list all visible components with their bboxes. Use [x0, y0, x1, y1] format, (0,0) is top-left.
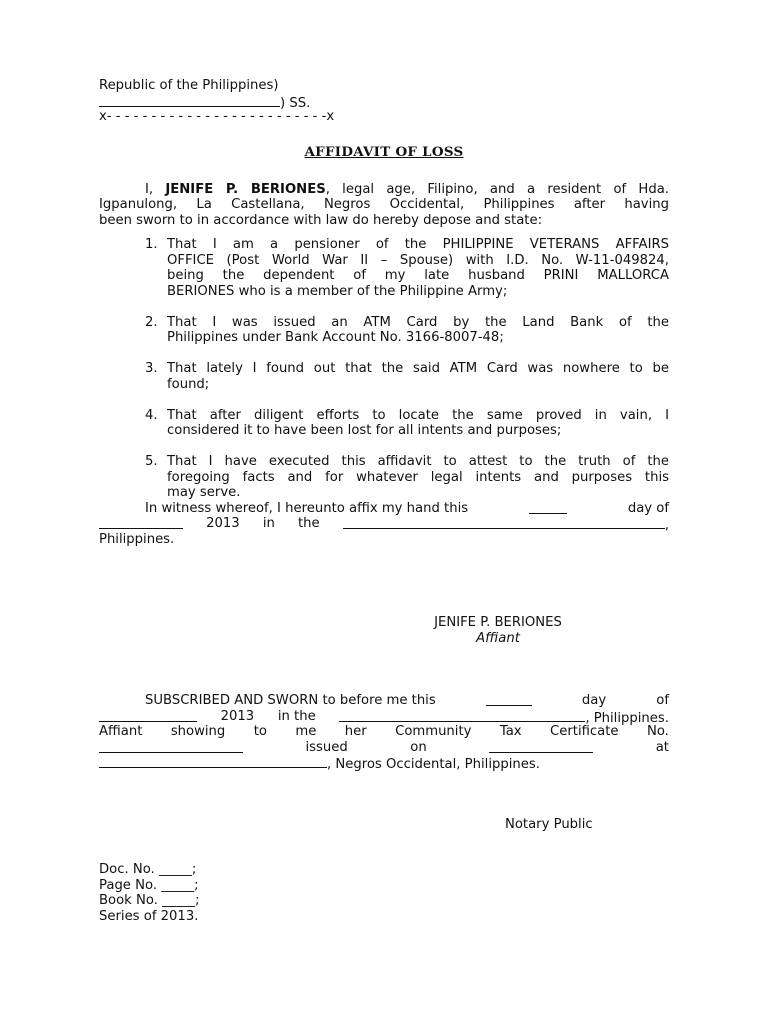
venue-blank — [99, 94, 280, 107]
witness-dayof: day of — [627, 500, 669, 516]
page-no: Page No. _____; — [99, 877, 199, 893]
venue-line-2 — [99, 94, 669, 110]
item-line: foregoing facts and for whatever legal intents and purposes this — [167, 469, 669, 485]
jurat-in: in — [277, 708, 290, 724]
jurat-day-blank — [486, 693, 532, 706]
list-item — [99, 361, 669, 392]
document-title: AFFIDAVIT OF LOSS — [304, 143, 464, 160]
statement-list — [99, 237, 669, 501]
item-number: 3. — [145, 361, 158, 376]
ctc-number-blank — [99, 740, 243, 753]
witness-paragraph — [99, 501, 669, 548]
item-number: 5. — [145, 454, 158, 469]
jurat-word: Community — [395, 724, 472, 739]
jurat-day: day — [581, 693, 607, 708]
witness-line-2 — [99, 516, 669, 532]
jurat-word: Certificate — [550, 724, 619, 739]
item-number: 4. — [145, 407, 158, 423]
intro-name: JENIFE P. BERIONES — [165, 181, 326, 197]
jurat-word: Tax — [499, 724, 522, 739]
series: Series of 2013. — [99, 908, 199, 924]
jurat-word: showing — [170, 724, 226, 739]
jurat-at: at — [655, 739, 669, 755]
intro-line-1 — [99, 182, 669, 198]
witness-year: 2013 — [206, 516, 240, 531]
item-line: OFFICE (Post World War II – Spouse) with I.D. No. W-11-049824, — [167, 252, 669, 268]
ctc-place-blank — [99, 755, 327, 768]
jurat-on: on — [410, 739, 427, 755]
item-number: 1. — [145, 237, 158, 252]
jurat-location: , Negros Occidental, Philippines. — [327, 757, 540, 772]
list-item — [99, 315, 669, 346]
jurat-text: SUBSCRIBED AND SWORN to before me this — [145, 693, 436, 708]
jurat-word: her — [344, 724, 367, 739]
item-line: Philippines under Bank Account No. 3166-8007-48; — [167, 330, 504, 345]
affiant-signature-block — [398, 615, 598, 646]
item-line: BERIONES who is a member of the Philippine Army; — [167, 283, 508, 299]
jurat-word: Affiant — [99, 724, 143, 739]
venue-line-3: x- - - - - - - - - - - - - - - - - - - - - - - - -x — [99, 109, 335, 124]
jurat-line-5 — [99, 755, 669, 771]
month-blank — [99, 516, 183, 529]
intro-line-3: been sworn to in accordance with law do hereby depose and state: — [99, 212, 543, 228]
jurat-place-blank — [339, 709, 585, 722]
intro-line-2: Igpanulong, La Castellana, Negros Occidental, Philippines after having — [99, 197, 669, 212]
witness-text: In witness whereof, I hereunto affix my hand this — [145, 500, 469, 516]
item-line: found; — [167, 376, 210, 392]
item-line: That lately I found out that the said ATM Card was nowhere to be — [167, 361, 669, 376]
jurat-line-2 — [99, 709, 669, 725]
jurat-line-4 — [99, 740, 669, 756]
jurat-paragraph — [99, 693, 669, 771]
affiant-role: Affiant — [476, 630, 520, 646]
doc-no: Doc. No. _____; — [99, 862, 197, 877]
affiant-name: JENIFE P. BERIONES — [434, 615, 562, 630]
witness-in: in — [262, 516, 275, 531]
item-number: 2. — [145, 314, 158, 330]
affidavit-document — [99, 78, 669, 924]
jurat-philippines: , Philippines. — [585, 710, 669, 726]
jurat-issued: issued — [305, 739, 348, 755]
venue-line-1: Republic of the Philippines) — [99, 78, 279, 93]
item-line: may serve. — [167, 485, 241, 500]
book-no: Book No. _____; — [99, 893, 200, 908]
intro-prefix: I, — [145, 181, 166, 197]
item-line: considered it to have been lost for all intents and purposes; — [167, 423, 562, 438]
day-blank — [529, 501, 567, 514]
notary-public-label: Notary Public — [505, 817, 593, 832]
jurat-year: 2013 — [220, 708, 255, 724]
intro-rest: , legal age, Filipino, and a resident of Hda. — [325, 181, 669, 197]
notarial-register — [99, 862, 200, 924]
item-line: That I am a pensioner of the PHILIPPINE VETERANS AFFAIRS — [167, 237, 669, 252]
item-line: That I have executed this affidavit to attest to the truth of the — [167, 454, 669, 469]
witness-line-3: Philippines. — [99, 531, 175, 547]
jurat-month-blank — [99, 709, 197, 722]
list-item — [99, 454, 669, 501]
witness-line-1 — [99, 501, 669, 517]
jurat-line-1 — [99, 693, 669, 709]
place-blank — [343, 516, 665, 529]
item-line: That after diligent efforts to locate the same proved in vain, I — [167, 407, 669, 423]
witness-comma: , — [664, 518, 669, 533]
intro-paragraph — [99, 182, 669, 229]
jurat-of: of — [656, 693, 669, 708]
ctc-date-blank — [489, 740, 593, 753]
list-item — [99, 408, 669, 439]
item-line: being the dependent of my late husband PRINI MALLORCA — [167, 268, 669, 283]
venue-ss: ) SS. — [280, 95, 311, 111]
jurat-line-3 — [99, 724, 669, 740]
item-line: That I was issued an ATM Card by the Land Bank of the — [167, 314, 669, 330]
witness-the: the — [297, 516, 320, 531]
list-item — [99, 237, 669, 299]
jurat-word: to — [253, 724, 267, 739]
jurat-the: the — [294, 708, 316, 724]
jurat-word: No. — [646, 724, 669, 739]
jurat-word: me — [295, 724, 317, 739]
